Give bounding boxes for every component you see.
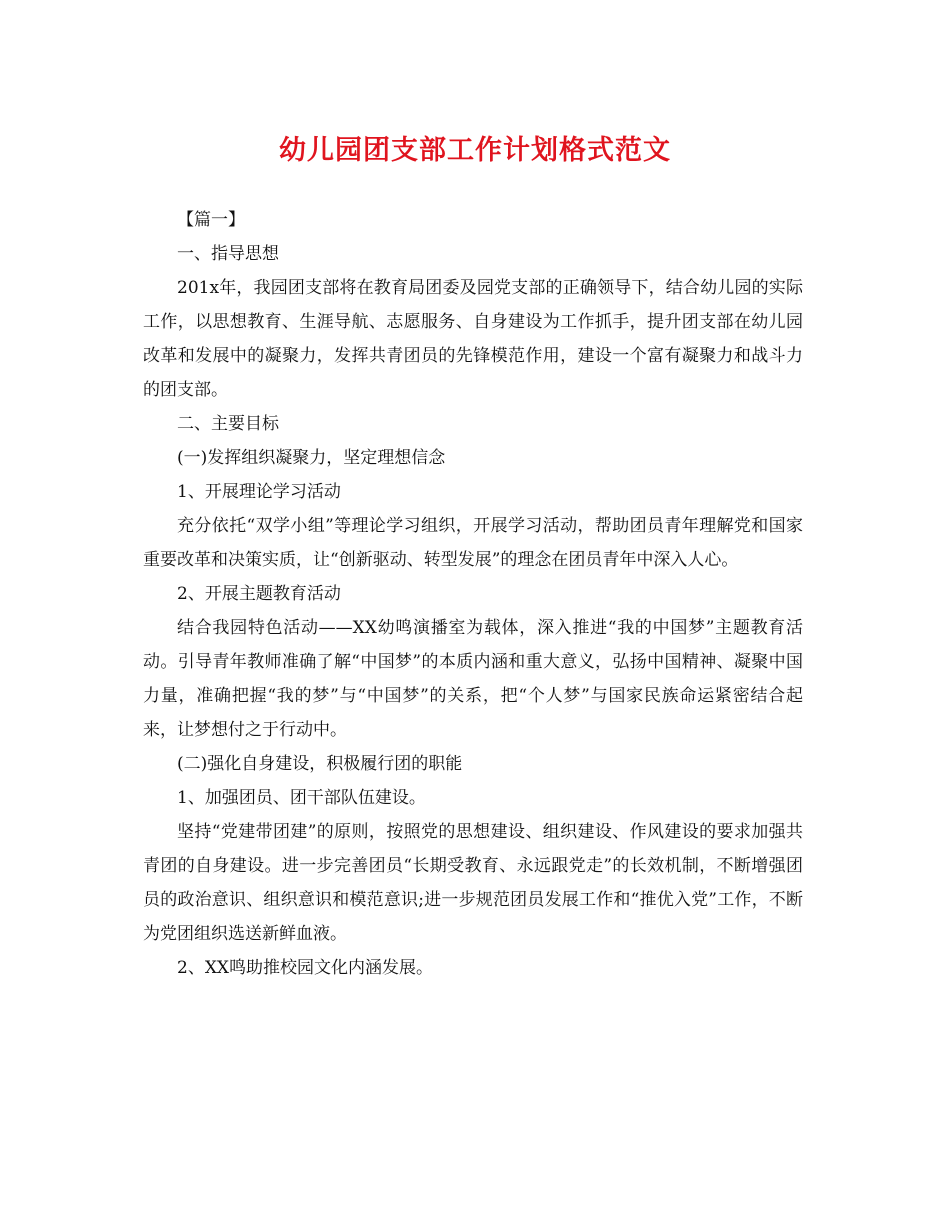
subheading-goal-2: (二)强化自身建设，积极履行团的职能 bbox=[177, 754, 463, 774]
paragraph-theme-education: 结合我园特色活动——XX幼鸣演播室为载体，深入推进“我的中国梦”主题教育活动。引导青年教师准确了解“中国梦”的本质内涵和重大意义，弘扬中国精神、凝聚中国力量，准确把握“我的梦”与“中国梦”的关系，把“个人梦”与国家民族命运紧密结合起来，让梦想付之于行动中。 bbox=[143, 618, 803, 740]
paragraph-team-building: 坚持“党建带团建”的原则，按照党的思想建设、组织建设、作风建设的要求加强共青团的自身建设。进一步完善团员“长期受教育、永远跟党走”的长效机制，不断增强团员的政治意识、组织意识和模范意识;进一步规范团员发展工作和“推优入党”工作，不断为党团组织选送新鲜血液。 bbox=[143, 822, 803, 944]
item-team-building: 1、加强团员、团干部队伍建设。 bbox=[177, 788, 426, 808]
paragraph-guiding-ideology: 201x年，我园团支部将在教育局团委及园党支部的正确领导下，结合幼儿园的实际工作，以思想教育、生涯导航、志愿服务、自身建设为工作抓手，提升团支部在幼儿园改革和发展中的凝聚力，发挥共青团员的先锋模范作用，建设一个富有凝聚力和战斗力的团支部。 bbox=[143, 278, 803, 400]
heading-main-goals: 二、主要目标 bbox=[177, 414, 279, 434]
paragraph-theory-study: 充分依托“双学小组”等理论学习组织，开展学习活动，帮助团员青年理解党和国家重要改革和决策实质，让“创新驱动、转型发展”的理念在团员青年中深入人心。 bbox=[143, 516, 803, 570]
item-theory-study: 1、开展理论学习活动 bbox=[177, 482, 341, 502]
item-theme-education: 2、开展主题教育活动 bbox=[177, 584, 341, 604]
item-campus-culture: 2、XX鸣助推校园文化内涵发展。 bbox=[177, 958, 434, 978]
section-marker: 【篇一】 bbox=[177, 210, 245, 230]
heading-guiding-ideology: 一、指导思想 bbox=[177, 244, 279, 264]
subheading-goal-1: (一)发挥组织凝聚力，坚定理想信念 bbox=[177, 448, 446, 468]
document-title: 幼儿园团支部工作计划格式范文 bbox=[279, 135, 671, 166]
document-body bbox=[143, 203, 803, 985]
